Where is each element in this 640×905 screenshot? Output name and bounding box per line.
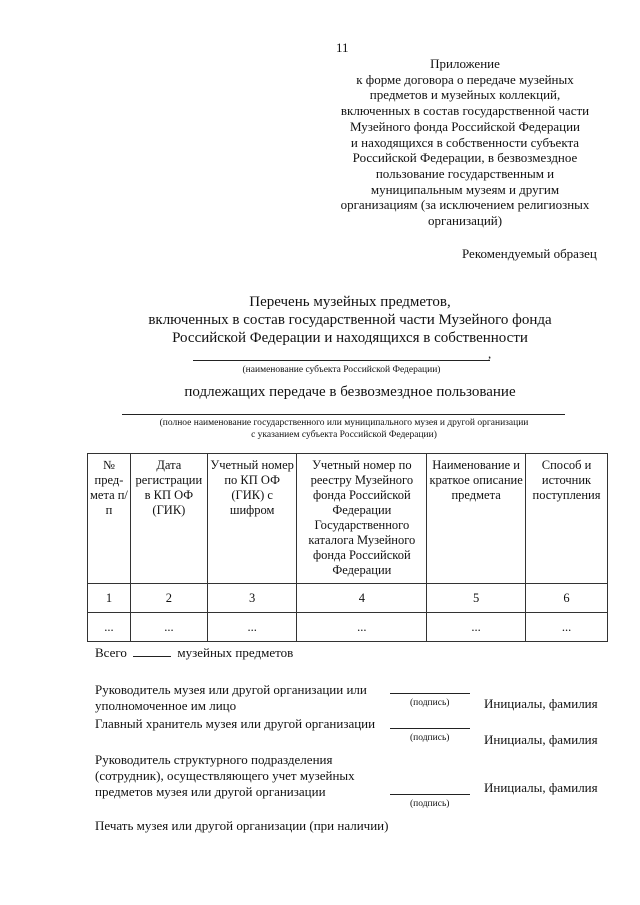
appendix-line: к форме договора о передаче музейных <box>356 71 574 87</box>
appendix-line: Российской Федерации, в безвозмездное <box>352 150 578 166</box>
appendix-note <box>330 56 600 229</box>
total-suffix: музейных предметов <box>177 645 294 660</box>
appendix-line: муниципальным музеям и другим <box>370 181 560 197</box>
table-cell: 3 <box>207 584 297 613</box>
signature-hint: (подпись) <box>410 799 450 809</box>
appendix-line: и находящихся в собственности субъекта <box>350 134 580 150</box>
museum-hint <box>110 417 578 441</box>
signature-hint: (подпись) <box>410 733 450 743</box>
table-cell: ... <box>297 613 427 642</box>
appendix-line: Музейного фонда Российской Федерации <box>349 118 581 134</box>
title-line: включенных в состав государственной части Музейного фонда <box>148 312 552 328</box>
transfer-line: подлежащих передаче в безвозмездное пользование <box>184 384 516 400</box>
header-account-number: Учетный номер по КП ОФ (ГИК) с шифром <box>207 454 297 584</box>
appendix-line: организациям (за исключением религиозных <box>340 197 590 213</box>
signer-role <box>95 752 355 800</box>
hint-line: с указанием субъекта Российской Федерации) <box>251 430 437 440</box>
title-line: Перечень музейных предметов, <box>249 294 451 310</box>
table-cell: 5 <box>427 584 526 613</box>
header-reg-date: Дата регистрации в КП ОФ (ГИК) <box>130 454 207 584</box>
table-cell: ... <box>427 613 526 642</box>
subject-hint: (наименование субъекта Российской Федерации) <box>242 365 441 375</box>
initials-label: Инициалы, фамилия <box>484 780 598 795</box>
signer-role: Главный хранитель музея или другой организации <box>95 716 376 731</box>
signature-line <box>390 794 470 795</box>
appendix-line: организаций) <box>427 213 503 229</box>
role-line: (сотрудник), осуществляющего учет музейных <box>95 768 355 783</box>
role-line: Руководитель музея или другой организации или <box>95 682 367 697</box>
total-prefix: Всего <box>95 645 127 660</box>
signature-hint: (подпись) <box>410 698 450 708</box>
document-title <box>90 293 610 347</box>
total-line <box>95 645 293 661</box>
table-cell: ... <box>526 613 608 642</box>
header-name-description: Наименование и краткое описание предмета <box>427 454 526 584</box>
appendix-line: предметов и музейных коллекций, <box>369 87 561 103</box>
subject-blank-line <box>193 360 490 361</box>
seal-note: Печать музея или другой организации (при наличии) <box>95 818 389 833</box>
signature-line <box>390 728 470 729</box>
table-cell: ... <box>88 613 131 642</box>
sample-label: Рекомендуемый образец <box>462 246 597 261</box>
museum-blank-line <box>122 414 565 415</box>
museum-items-table <box>87 453 608 642</box>
total-blank <box>133 656 171 657</box>
hint-line: (полное наименование государственного или муниципального музея и другой организации <box>159 418 529 428</box>
header-registry-number: Учетный номер по реестру Музейного фонда Российской Федерации Государственного каталога Музейного фонда Российской Федерации <box>297 454 427 584</box>
header-number: № пред- мета п/п <box>88 454 131 584</box>
table-header-row <box>88 454 608 584</box>
appendix-line: включенных в состав государственной части <box>340 103 590 119</box>
table-cell: ... <box>207 613 297 642</box>
table-cell: 1 <box>88 584 131 613</box>
initials-label: Инициалы, фамилия <box>484 696 598 711</box>
table-cell: 4 <box>297 584 427 613</box>
comma: , <box>488 346 492 361</box>
column-numbers-row <box>88 584 608 613</box>
initials-label: Инициалы, фамилия <box>484 732 598 747</box>
table-cell: 2 <box>130 584 207 613</box>
appendix-line: Приложение <box>430 56 500 71</box>
title-line: Российской Федерации и находящихся в собственности <box>172 330 528 346</box>
appendix-line: пользование государственным и <box>375 165 555 181</box>
role-line: уполномоченное им лицо <box>95 698 237 713</box>
signature-line <box>390 693 470 694</box>
signer-role <box>95 682 367 714</box>
header-source: Способ и источник поступления <box>526 454 608 584</box>
table-row <box>88 613 608 642</box>
role-line: предметов музея или другой организации <box>95 784 326 799</box>
page-number: 11 <box>336 40 349 55</box>
role-line: Руководитель структурного подразделения <box>95 752 333 767</box>
table-cell: ... <box>130 613 207 642</box>
table-cell: 6 <box>526 584 608 613</box>
